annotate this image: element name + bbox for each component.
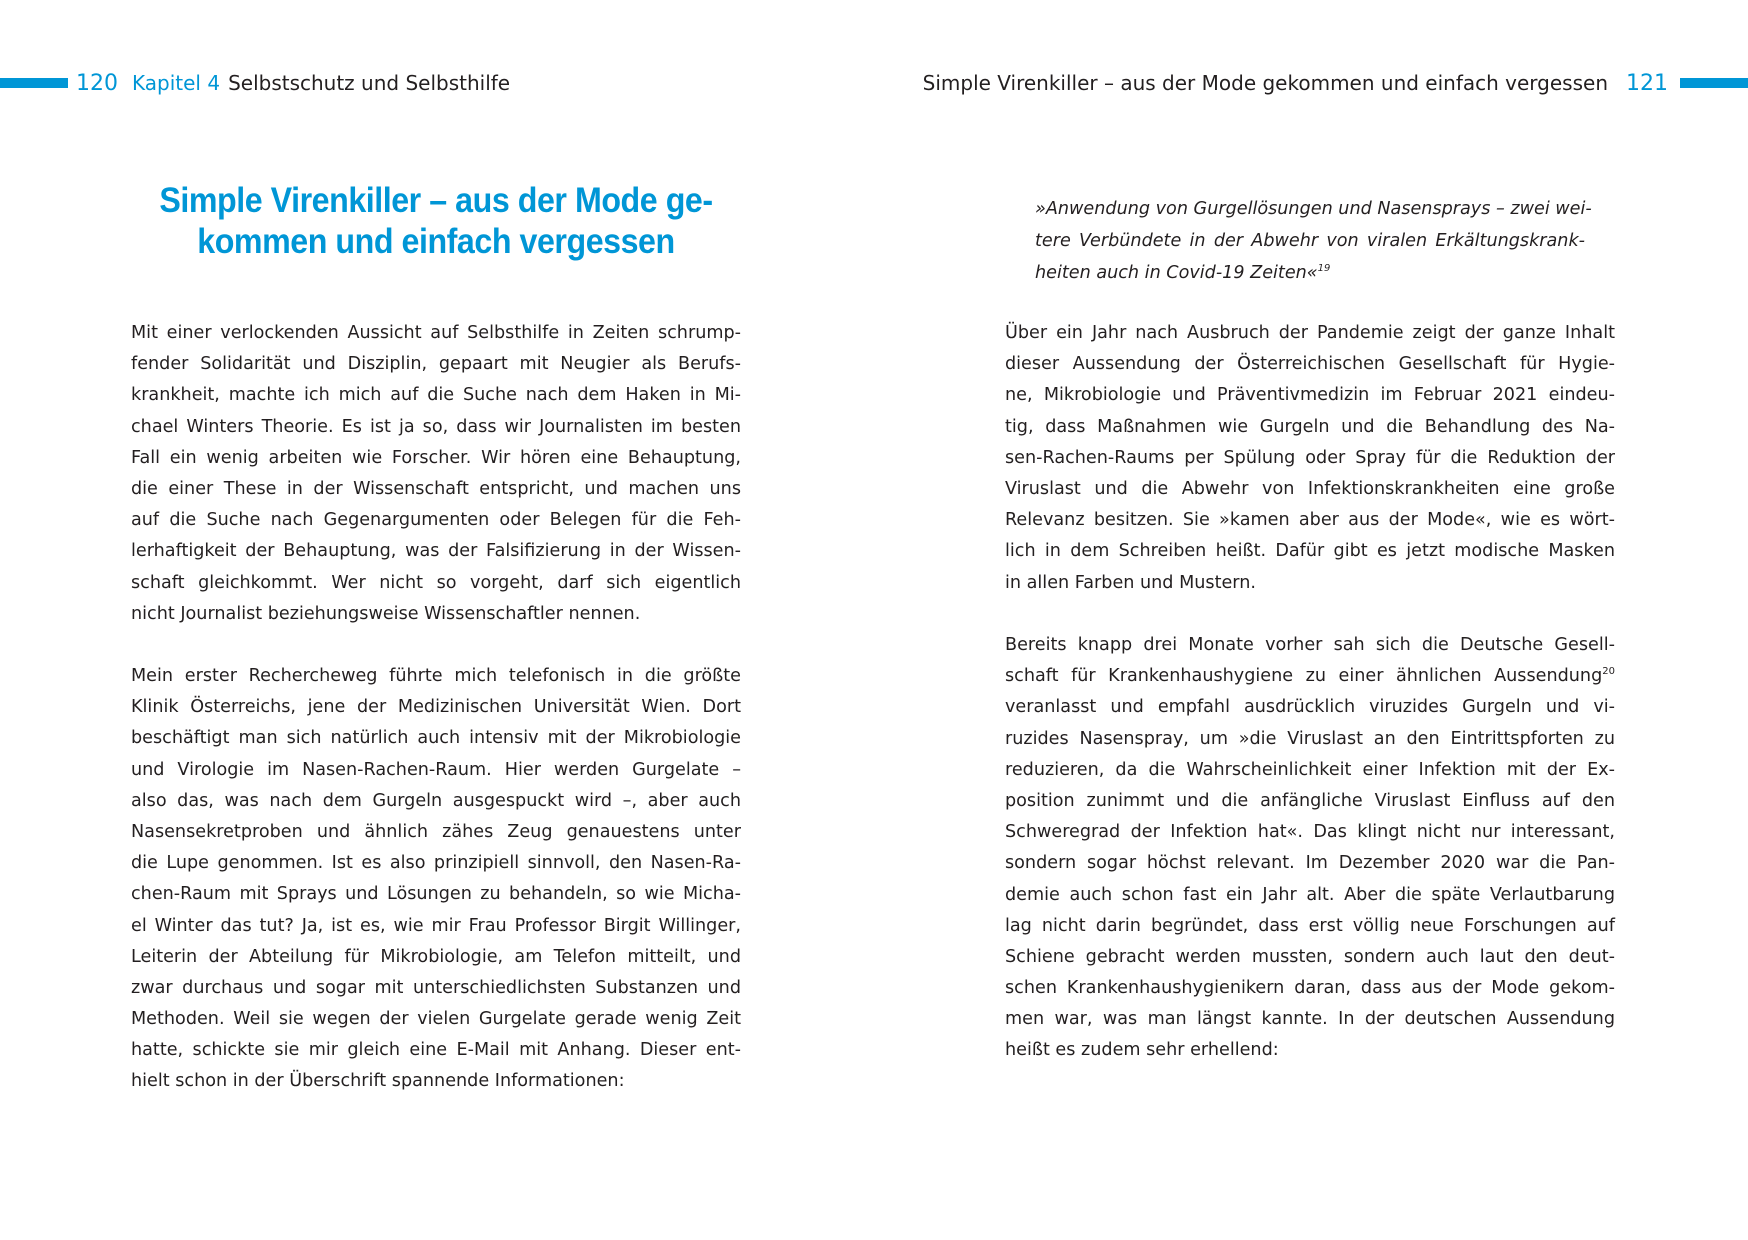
text-segment: schaft für Krankenhaushygiene zu einer ähnlichen Aussendung xyxy=(1005,666,1603,687)
header-accent-bar xyxy=(0,78,68,88)
text-line: dieser Aussendung der Österreichischen Gesellschaft für Hygie- xyxy=(1005,354,1615,375)
block-quote xyxy=(1035,193,1592,289)
right-page-number: 121 xyxy=(1626,70,1668,96)
text-line: veranlasst und empfahl ausdrücklich viruzides Gurgeln und vi- xyxy=(1005,697,1615,718)
heading-line: kommen und einfach vergessen xyxy=(197,222,675,261)
text-line: Nasensekretproben und ähnlich zähes Zeug genauestens unter xyxy=(131,821,741,842)
text-line: Bereits knapp drei Monate vorher sah sich die Deutsche Gesell- xyxy=(1005,635,1615,655)
text-line: Fall ein wenig arbeiten wie Forscher. Wir hören eine Behauptung, xyxy=(131,447,741,468)
text-line: in allen Farben und Mustern. xyxy=(1005,572,1256,593)
header-accent-bar xyxy=(1680,78,1748,88)
left-paragraph-1 xyxy=(131,318,741,630)
text-line: die Lupe genommen. Ist es also prinzipiell sinnvoll, den Nasen-Ra- xyxy=(131,853,741,874)
text-line: Schiene gebracht werden mussten, sondern auch laut den deut- xyxy=(1005,946,1615,967)
text-line: chael Winters Theorie. Es ist ja so, dass wir Journalisten im besten xyxy=(131,416,741,437)
quote-line: »Anwendung von Gurgellösungen und Nasensprays – zwei wei- xyxy=(1035,199,1592,219)
footnote-marker[interactable]: 19 xyxy=(1317,263,1331,275)
text-line: ruzides Nasenspray, um »die Viruslast an den Eintrittspforten zu xyxy=(1005,728,1615,749)
quote-text: heiten auch in Covid-19 Zeiten« xyxy=(1035,263,1318,283)
text-line: schaft gleichkommt. Wer nicht so vorgeht, darf sich eigentlich xyxy=(131,572,741,593)
text-line: fender Solidarität und Disziplin, gepaart mit Neugier als Berufs- xyxy=(131,354,741,375)
text-line: auf die Suche nach Gegenargumenten oder Belegen für die Feh- xyxy=(131,510,741,531)
text-line: position zunimmt und die anfängliche Viruslast Einfluss auf den xyxy=(1005,790,1615,811)
text-line: Über ein Jahr nach Ausbruch der Pandemie zeigt der ganze Inhalt xyxy=(1005,323,1615,343)
text-line: die einer These in der Wissenschaft entspricht, und machen uns xyxy=(131,478,741,499)
chapter-section-heading xyxy=(155,180,716,262)
text-line: und Virologie im Nasen-Rachen-Raum. Hier werden Gurgelate – xyxy=(131,759,741,780)
text-line: nicht Journalist beziehungsweise Wissenschaftler nennen. xyxy=(131,603,641,624)
text-line: hatte, schickte sie mir gleich eine E-Mail mit Anhang. Dieser ent- xyxy=(131,1040,741,1061)
text-line: heißt es zudem sehr erhellend: xyxy=(1005,1040,1279,1061)
quote-line: tere Verbündete in der Abwehr von viralen Erkältungskrank- xyxy=(1035,231,1585,251)
right-paragraph-2 xyxy=(1005,630,1615,1067)
text-line: hielt schon in der Überschrift spannende Informationen: xyxy=(131,1071,625,1092)
left-header-title: Selbstschutz und Selbsthilfe xyxy=(228,71,511,95)
left-running-header xyxy=(0,68,510,98)
right-paragraph-1 xyxy=(1005,318,1615,599)
right-header-title: Simple Virenkiller – aus der Mode gekommen und einfach vergessen xyxy=(922,71,1608,95)
text-line: Klinik Österreichs, jene der Medizinischen Universität Wien. Dort xyxy=(131,697,741,718)
text-line: Leiterin der Abteilung für Mikrobiologie, am Telefon mitteilt, und xyxy=(131,946,741,967)
text-line: schen Krankenhaushygienikern daran, dass aus der Mode gekom- xyxy=(1005,978,1615,999)
text-line: zwar durchaus und sogar mit unterschiedlichsten Substanzen und xyxy=(131,977,741,998)
text-line: chen-Raum mit Sprays und Lösungen zu behandeln, so wie Micha- xyxy=(131,884,741,905)
chapter-label: Kapitel 4 xyxy=(132,71,221,95)
text-line: reduzieren, da die Wahrscheinlichkeit einer Infektion mit der Ex- xyxy=(1005,759,1615,780)
heading-line: Simple Virenkiller – aus der Mode ge- xyxy=(159,181,713,220)
text-line xyxy=(1005,661,1615,692)
text-line: tig, dass Maßnahmen wie Gurgeln und die Behandlung des Na- xyxy=(1005,416,1615,437)
quote-line xyxy=(1035,257,1585,289)
text-line: sondern sogar höchst relevant. Im Dezember 2020 war die Pan- xyxy=(1005,853,1615,874)
right-running-header xyxy=(923,68,1748,98)
text-line: lag nicht darin begründet, dass erst völlig neue Forschungen auf xyxy=(1005,915,1615,936)
text-line: Mein erster Rechercheweg führte mich telefonisch in die größte xyxy=(131,666,741,686)
text-line: lich in dem Schreiben heißt. Dafür gibt es jetzt modische Masken xyxy=(1005,541,1615,562)
text-line: Schweregrad der Infektion hat«. Das klingt nicht nur interessant, xyxy=(1005,822,1615,843)
left-page-number: 120 xyxy=(76,70,118,96)
text-line: sen-Rachen-Raums per Spülung oder Spray für die Reduktion der xyxy=(1005,447,1615,468)
text-line: also das, was nach dem Gurgeln ausgespuckt wird –, aber auch xyxy=(131,790,741,811)
text-line: ne, Mikrobiologie und Präventivmedizin im Februar 2021 eindeu- xyxy=(1005,385,1615,406)
text-line: lerhaftigkeit der Behauptung, was der Falsifizierung in der Wissen- xyxy=(131,541,741,562)
text-line: krankheit, machte ich mich auf die Suche nach dem Haken in Mi- xyxy=(131,385,741,406)
text-line: men war, was man längst kannte. In der deutschen Aussendung xyxy=(1005,1009,1615,1030)
text-line: beschäftigt man sich natürlich auch intensiv mit der Mikrobiologie xyxy=(131,728,741,749)
text-line: Methoden. Weil sie wegen der vielen Gurgelate gerade wenig Zeit xyxy=(131,1009,741,1030)
left-paragraph-2 xyxy=(131,661,741,1098)
footnote-marker[interactable]: 20 xyxy=(1602,666,1615,678)
text-line: el Winter das tut? Ja, ist es, wie mir Frau Professor Birgit Willinger, xyxy=(131,915,741,936)
text-line: demie auch schon fast ein Jahr alt. Aber die späte Verlautbarung xyxy=(1005,884,1615,905)
text-line: Mit einer verlockenden Aussicht auf Selbsthilfe in Zeiten schrump- xyxy=(131,323,741,343)
text-line: Relevanz besitzen. Sie »kamen aber aus der Mode«, wie es wört- xyxy=(1005,510,1615,531)
text-line: Viruslast und die Abwehr von Infektionskrankheiten eine große xyxy=(1005,478,1615,499)
